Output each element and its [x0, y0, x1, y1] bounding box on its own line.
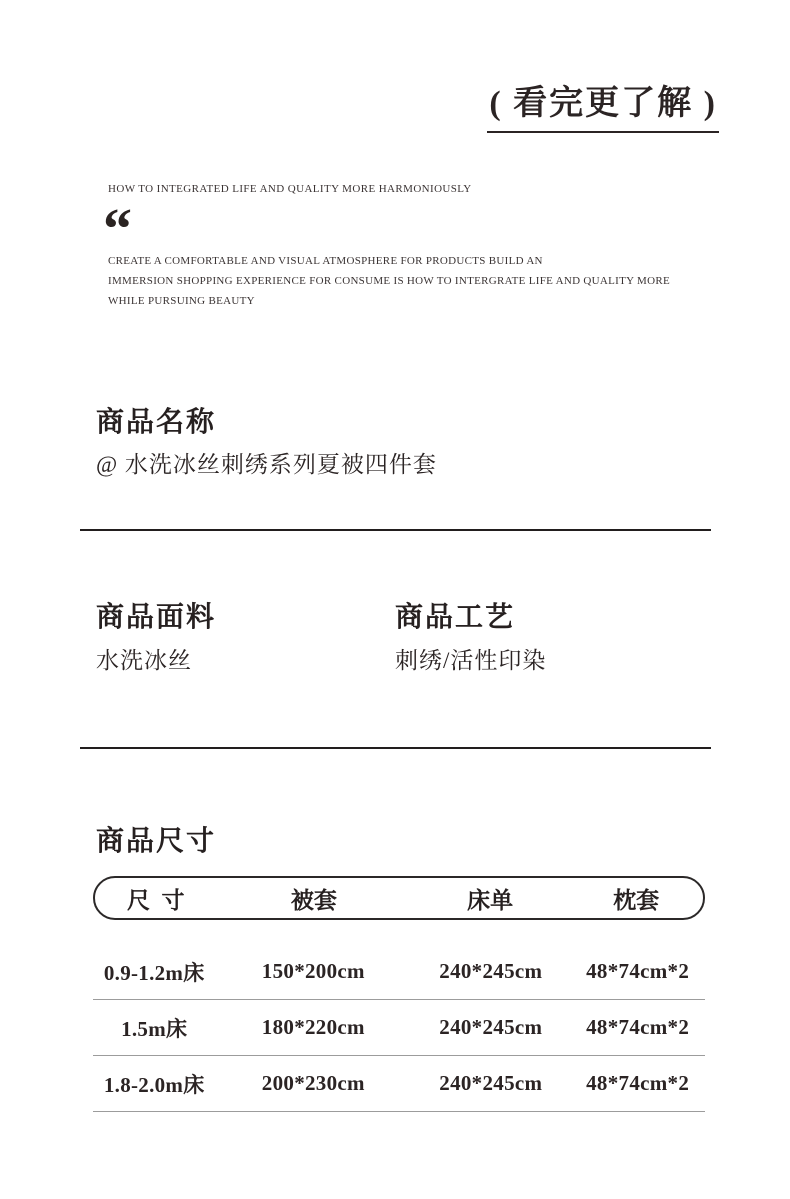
- intro-paragraph-line3: WHILE PURSUING BEAUTY: [108, 295, 255, 307]
- product-name-heading: 商品名称: [96, 407, 217, 438]
- section-divider: [80, 529, 711, 531]
- fabric-value: 水洗冰丝: [96, 648, 192, 673]
- size-table: [93, 876, 705, 1112]
- size-heading: 商品尺寸: [96, 826, 217, 857]
- size-table-header: [93, 876, 705, 920]
- cell-pillowcase: 48*74cm*2: [586, 959, 690, 983]
- cell-bed-size: 0.9-1.2m床: [103, 960, 205, 985]
- cell-sheet: 240*245cm: [439, 959, 543, 983]
- header-cell-duvet: 被套: [290, 887, 337, 913]
- cell-bed-size: 1.8-2.0m床: [103, 1072, 205, 1097]
- table-row: [93, 1056, 705, 1112]
- intro-paragraph-line1: CREATE A COMFORTABLE AND VISUAL ATMOSPHERE FOR PRODUCTS BUILD AN: [108, 255, 543, 267]
- cell-duvet: 180*220cm: [261, 1015, 365, 1039]
- header-cell-pillowcase: 枕套: [613, 887, 660, 913]
- cell-duvet: 200*230cm: [261, 1071, 365, 1095]
- quote-mark-icon: “: [103, 196, 132, 261]
- size-table-body: [93, 944, 705, 1112]
- table-row: [93, 944, 705, 1000]
- product-name-value: @ 水洗冰丝刺绣系列夏被四件套: [96, 452, 437, 477]
- header-cell-sheet: 床单: [467, 887, 514, 913]
- table-row: [93, 1000, 705, 1056]
- craft-heading: 商品工艺: [395, 602, 516, 633]
- intro-paragraph: [108, 251, 670, 311]
- cell-sheet: 240*245cm: [439, 1015, 543, 1039]
- cell-pillowcase: 48*74cm*2: [586, 1015, 690, 1039]
- cell-sheet: 240*245cm: [439, 1071, 543, 1095]
- cell-duvet: 150*200cm: [261, 959, 365, 983]
- tagline-text: HOW TO INTEGRATED LIFE AND QUALITY MORE HARMONIOUSLY: [108, 183, 472, 195]
- craft-value: 刺绣/活性印染: [395, 648, 547, 673]
- fabric-heading: 商品面料: [96, 602, 217, 633]
- cell-pillowcase: 48*74cm*2: [586, 1071, 690, 1095]
- section-divider: [80, 747, 711, 749]
- intro-paragraph-line2: IMMERSION SHOPPING EXPERIENCE FOR CONSUME IS HOW TO INTERGRATE LIFE AND QUALITY MORE: [108, 275, 670, 287]
- page-title: ( 看完更了解 ): [487, 84, 719, 133]
- cell-bed-size: 1.5m床: [121, 1016, 188, 1041]
- header-cell-size: 尺 寸: [127, 887, 185, 913]
